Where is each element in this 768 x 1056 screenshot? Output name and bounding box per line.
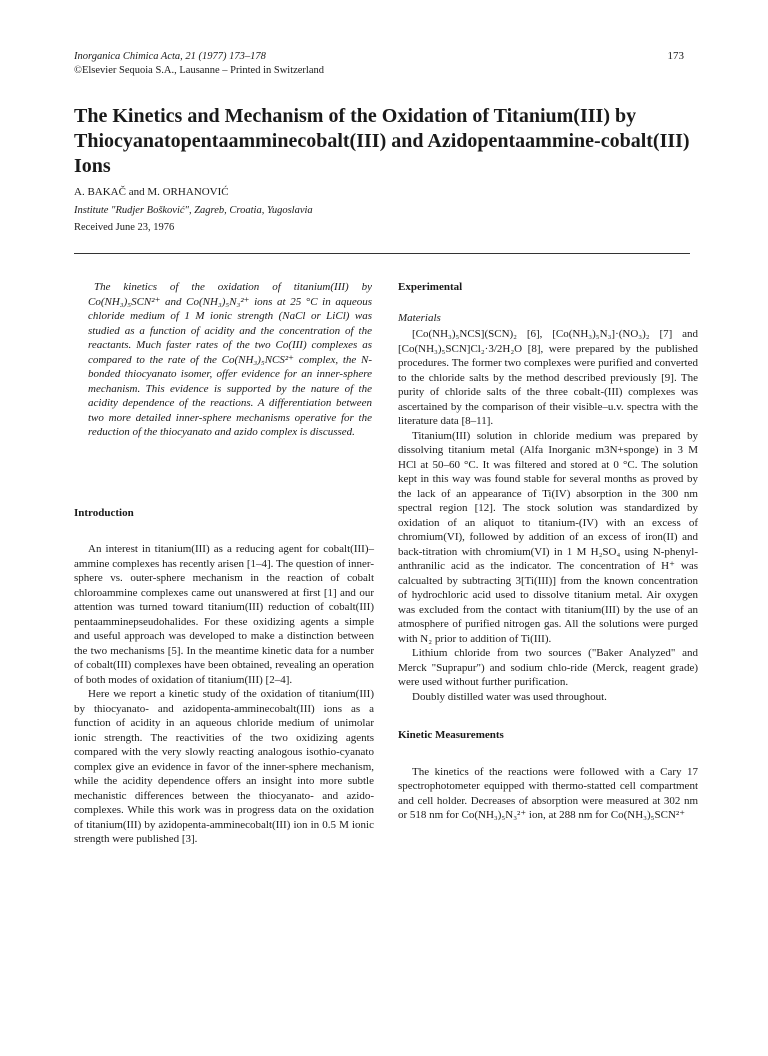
materials-paragraph: Doubly distilled water was used throughout.: [412, 690, 607, 703]
received-date: Received June 23, 1976: [74, 222, 175, 233]
article-title: The Kinetics and Mechanism of the Oxidation of Titanium(III) by Thiocyanatopentaamminecobalt(III) and Azidopentaammine-cobalt(III) Ions: [74, 105, 690, 177]
experimental-heading: Experimental: [398, 281, 463, 293]
materials-paragraph: Titanium(III) solution in chloride medium was prepared by dissolving titanium metal (Alfa Inorganic m3N+sponge) in 3 M HCl at 50–60 °C. It was filtered and stored at 0 °C. The solution kept in this way was found stable for several months as proved by the lack of an appearance of Ti(IV) absorption in the 300 nm spectral region [12]. The stock solution was standardized by oxidation of an aliquot to titanium-(IV) with an excess of chromium(VI), followed by addition of an excess of iron(II) and back-titration with chromium(VI) in 1 M H₂SO₄ using N-phenyl-anthranilic acid as the indicator. The concentration of H⁺ was calcualted by subtracting 3[Ti(III)] from the known concentration of hydrochloric acid used to dissolve titanium metal. Air oxygen was excluded from the contact with titanium(III) by the use of an atmosphere of purified nitrogen gas. All the solutions were purged with N₂ prior to addition of Ti(III).: [398, 429, 698, 645]
kinetic-paragraph: The kinetics of the reactions were followed with a Cary 17 spectrophotometer equipped with thermo-statted cell compartment and cell holder. Decreases of absorption were measured at 302 nm or 518 nm for Co(NH₃)₅N₃²⁺ ion, at 288 nm for Co(NH₃)₅SCN²⁺: [398, 765, 698, 821]
author-list: A. BAKAČ and M. ORHANOVIĆ: [74, 186, 229, 198]
running-header: [74, 50, 694, 78]
journal-citation: Inorganica Chimica Acta, 21 (1977) 173–178: [74, 51, 266, 62]
header-divider: [74, 253, 690, 254]
author-affiliation: Institute "Rudjer Bošković", Zagreb, Croatia, Yugoslavia: [74, 205, 313, 216]
introduction-paragraph: Here we report a kinetic study of the oxidation of titanium(III) by thiocyanato- and azidopenta-amminecobalt(III) ions as a function of acidity in an aqueous chloride medium of unimolar ionic strength. The reactivities of the two oxidizing agents compared with the very slowly reacting analogous isothio-cyanato complex give an evidence in favor of the inner-sphere mechanism, while the acidity dependence offers an insight into more subtle mechanistic differences between the thiocyanato- and azido-complexes. While this work was in progress data on the oxidation of titanium(III) by azidopenta-amminecobalt(III) ion in 0.5 M ionic strength were published [3].: [74, 688, 374, 845]
section-spacer: [398, 704, 698, 728]
introduction-paragraph: An interest in titanium(III) as a reducing agent for cobalt(III)–ammine complexes has recently arisen [1–4]. The question of inner-sphere vs. outer-sphere mechanism in the reaction of cobalt chloroammine complexes came out unanswered at first [1] and our attention was turned toward titanium(III) reduction of cobalt(III) pentaamminepseudohalides. For these oxidizing agents a simple and useful approach was developed to make a distinction between the two mechanisms [5]. In the meantime kinetic data for a number of cobalt(III) complexes have been obtained, revealing an operation of both modes of oxidation of titanium(III) [2–4].: [74, 543, 374, 686]
materials-paragraph: [Co(NH₃)₅NCS](SCN)₂ [6], [Co(NH₃)₅N₃]·(NO₃)₂ [7] and [Co(NH₃)₅SCN]Cl₂·3/2H₂O [8], were prepared by the published procedures. The former two complexes were purified and converted to the chloride salts by the method described previously [9]. The purity of chloride salts of the three cobalt-(III) complexes was ascertained by the comparison of their visible–u.v. spectra with the literature data [8–11].: [398, 328, 698, 427]
left-column: [74, 280, 374, 847]
kinetic-heading: Kinetic Measurements: [398, 729, 504, 741]
publisher-line: ©Elsevier Sequoia S.A., Lausanne – Printed in Switzerland: [74, 65, 325, 76]
right-column: [398, 280, 698, 823]
abstract: The kinetics of the oxidation of titanium(III) by Co(NH₃)₅SCN²⁺ and Co(NH₃)₅N₃²⁺ ions at 25 °C in aqueous chloride medium of 1 M ionic strength (NaCl or LiCl) was studied as a function of acidity and the concentration of the reactants. Much faster rates of the two Co(III) complexes as compared to the rate of the Co(NH₃)₅NCS²⁺ complex, the N-bonded thiocyanato isomer, offer evidence for an inner-sphere mechanism. This evidence is supported by the nature of the acidity dependence of the reactions. A differentiation between two more detailed inner-sphere mechanisms operative for the reduction of the thiocyanato and azido complex is discussed.: [88, 281, 372, 438]
materials-paragraph: Lithium chloride from two sources ("Baker Analyzed" and Merck "Suprapur") and sodium chlo-ride (Merck, reagent grade) were used without further purification.: [398, 647, 698, 688]
introduction-heading: Introduction: [74, 506, 134, 519]
page-number: 173: [667, 50, 684, 62]
materials-subheading: Materials: [398, 311, 441, 324]
